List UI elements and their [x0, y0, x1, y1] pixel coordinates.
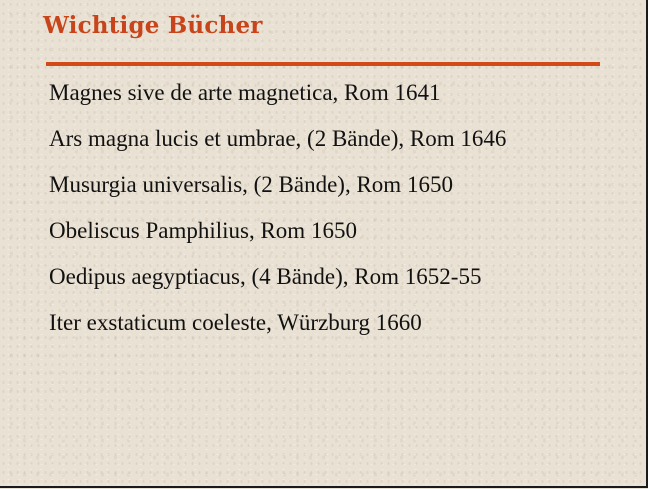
book-item: Musurgia universalis, (2 Bände), Rom 1650: [49, 172, 453, 197]
title-underline: [46, 62, 600, 66]
slide-title: Wichtige Bücher: [43, 12, 263, 39]
book-item: Obeliscus Pamphilius, Rom 1650: [49, 218, 357, 243]
book-item: Iter exstaticum coeleste, Würzburg 1660: [49, 310, 422, 335]
book-item: Ars magna lucis et umbrae, (2 Bände), Rom 1646: [49, 126, 507, 151]
book-item: Magnes sive de arte magnetica, Rom 1641: [49, 80, 441, 105]
book-list: [49, 78, 594, 354]
book-item: Oedipus aegyptiacus, (4 Bände), Rom 1652-55: [49, 264, 482, 289]
